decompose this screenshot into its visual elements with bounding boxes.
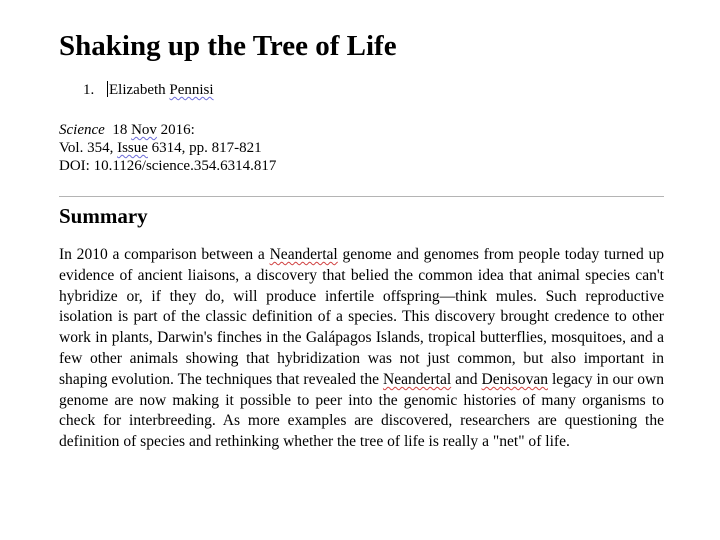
volume-text: Vol. 354, [59, 140, 114, 156]
section-divider [59, 196, 664, 197]
pub-month: Nov [131, 122, 157, 138]
journal-name: Science [59, 122, 105, 138]
text-cursor [107, 81, 108, 97]
author-item [59, 80, 214, 100]
pub-year: 2016: [160, 122, 195, 138]
spellcheck-word-denisovan: Denisovan [481, 370, 549, 388]
article-title: Shaking up the Tree of Life [59, 30, 397, 62]
author-last-name[interactable]: Pennisi [169, 82, 214, 98]
citation-line-doi: DOI: 10.1126/science.354.6314.817 [59, 158, 277, 174]
issue-label: Issue [117, 140, 148, 156]
summary-heading: Summary [59, 204, 148, 228]
spellcheck-word-neandertal-2: Neandertal [382, 370, 452, 388]
issue-pages: 6314, pp. 817-821 [151, 140, 262, 156]
author-list [59, 80, 214, 100]
spellcheck-word-neandertal: Neandertal [269, 246, 338, 263]
citation-line-date [59, 121, 276, 139]
summary-paragraph [59, 245, 664, 453]
citation-block [59, 121, 276, 175]
summary-text-4: legacy in our own genome are now making it possible to peer into the genomic histories of many organisms to check for interbreeding. As more examples are discovered, researchers are questioning the definition of species and rethinking whether the tree of life is really a "net" of life. [59, 370, 664, 451]
summary-text-1: In 2010 a comparison between a [59, 246, 270, 263]
author-number: 1. [83, 82, 95, 98]
author-first-name[interactable]: Elizabeth [109, 82, 166, 98]
summary-text-3: and [451, 370, 482, 388]
summary-text-2: genome and genomes from people today turned up evidence of ancient liaisons, a discovery that belied the common idea that animal species can't hybridize or, if they do, will produce infertile offspring—think mules. Such reproductive isolation is part of the classic definition of a species. This discovery brought credence to other work in plants, Darwin's finches in the Galápagos Islands, tropical butterflies, mosquitoes, and a few other animals showing that hybridization was not just common, but also important in shaping evolution. The techniques that revealed the [59, 246, 664, 388]
pub-day: 18 [112, 122, 128, 138]
citation-line-volume [59, 139, 276, 157]
